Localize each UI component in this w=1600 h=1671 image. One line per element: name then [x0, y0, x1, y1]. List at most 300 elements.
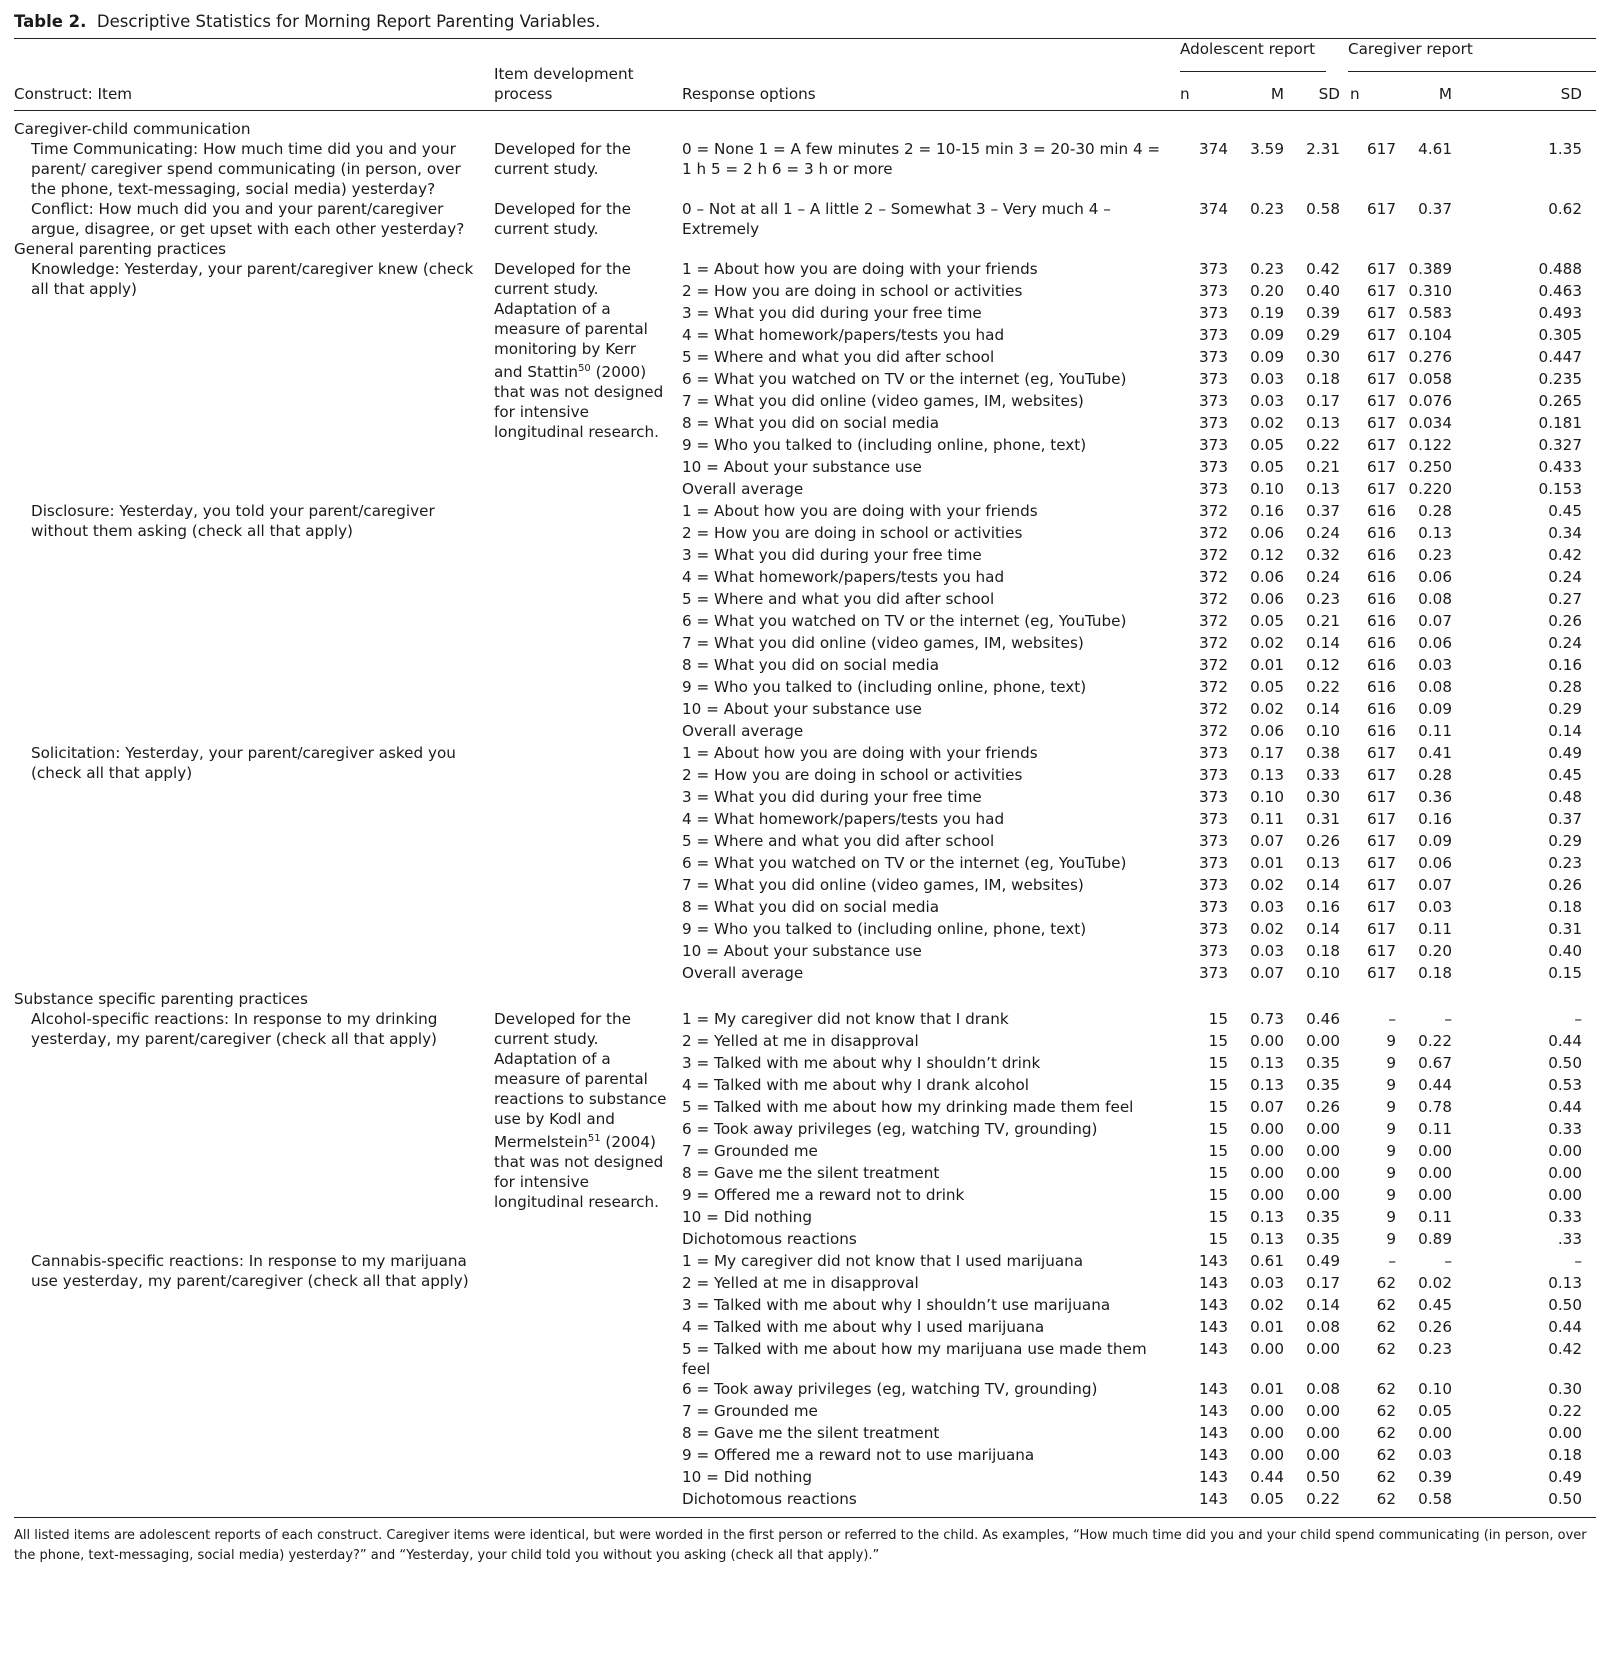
- adolescent-sd-cell: 0.22: [1306, 436, 1340, 454]
- response-option: 6 = What you watched on TV or the internet (eg, YouTube): [682, 370, 1127, 388]
- adolescent-m-cell: 0.00: [1250, 1142, 1284, 1160]
- adolescent-n-cell: 143: [1199, 1318, 1228, 1336]
- response-option: 1 = About how you are doing with your friends: [682, 260, 1038, 278]
- caregiver-m-cell: 0.00: [1418, 1424, 1452, 1442]
- caregiver-n-cell: 617: [1367, 282, 1396, 300]
- caregiver-m-cell: 0.05: [1418, 1402, 1452, 1420]
- response-option: Overall average: [682, 722, 804, 740]
- response-option: 2 = Yelled at me in disapproval: [682, 1032, 919, 1050]
- caregiver-n-cell: 616: [1367, 612, 1396, 630]
- caregiver-m-cell: 0.034: [1408, 414, 1452, 432]
- caregiver-m-cell: 0.26: [1418, 1318, 1452, 1336]
- adolescent-n-cell: 372: [1199, 678, 1228, 696]
- adolescent-n-cell: 373: [1199, 810, 1228, 828]
- adolescent-sd-cell: 0.13: [1306, 854, 1340, 872]
- adolescent-m-cell: 0.17: [1250, 744, 1284, 762]
- response-option: Overall average: [682, 964, 804, 982]
- response-option: 6 = What you watched on TV or the internet (eg, YouTube): [682, 854, 1127, 872]
- adolescent-n-cell: 143: [1199, 1490, 1228, 1508]
- adolescent-m-cell: 0.61: [1250, 1252, 1284, 1270]
- response-option: 2 = How you are doing in school or activities: [682, 766, 1023, 784]
- response-option: 6 = Took away privileges (eg, watching TV, grounding): [682, 1380, 1098, 1398]
- caregiver-n-cell: 62: [1376, 1490, 1396, 1508]
- adolescent-sd-cell: 0.42: [1306, 260, 1340, 278]
- caregiver-sd-cell: 0.37: [1548, 810, 1583, 828]
- adolescent-n-cell: 374: [1199, 140, 1228, 158]
- adolescent-sd-cell: 0.24: [1306, 524, 1340, 542]
- construct-item: Disclosure: Yesterday, you told your parent/caregiver without them asking (check all that apply): [31, 502, 435, 540]
- adolescent-sd-cell: 0.14: [1306, 1296, 1340, 1314]
- adolescent-sd-cell: 0.00: [1306, 1402, 1340, 1420]
- adolescent-sd-cell: 0.35: [1306, 1076, 1340, 1094]
- adolescent-n-cell: 373: [1199, 260, 1228, 278]
- caregiver-n-cell: 617: [1367, 370, 1396, 388]
- caregiver-m-cell: 0.03: [1418, 898, 1452, 916]
- caregiver-n-cell: 62: [1376, 1340, 1396, 1358]
- caregiver-sd-cell: 0.15: [1548, 964, 1583, 982]
- item-development-process: [486, 1251, 674, 1511]
- table-head: [14, 39, 1596, 111]
- adolescent-sd-cell: 0.16: [1306, 898, 1340, 916]
- adolescent-sd-cell: 0.32: [1306, 546, 1340, 564]
- adolescent-n-cell: 373: [1199, 832, 1228, 850]
- caregiver-sd-cell: 0.18: [1548, 1446, 1583, 1464]
- caregiver-n-cell: 9: [1386, 1186, 1396, 1204]
- header-caregiver-sd: SD: [1560, 85, 1583, 103]
- caregiver-sd-cell: 0.45: [1548, 502, 1583, 520]
- adolescent-m-cell: 0.13: [1250, 1230, 1284, 1248]
- caregiver-m-cell: 0.389: [1408, 260, 1452, 278]
- adolescent-m-cell: 0.73: [1250, 1010, 1284, 1028]
- caregiver-n-cell: 62: [1376, 1318, 1396, 1336]
- response-option: 3 = What you did during your free time: [682, 788, 982, 806]
- adolescent-n-cell: 372: [1199, 634, 1228, 652]
- adolescent-n-cell: 15: [1208, 1010, 1228, 1028]
- construct-item: Conflict: How much did you and your parent/caregiver argue, disagree, or get upset with each other yesterday?: [31, 200, 465, 238]
- caregiver-m-cell: 0.104: [1408, 326, 1452, 344]
- caregiver-m-cell: 0.78: [1418, 1098, 1452, 1116]
- adolescent-m-cell: 0.03: [1250, 392, 1284, 410]
- caregiver-m-cell: 0.250: [1408, 458, 1452, 476]
- table-row: [14, 501, 1596, 523]
- caregiver-sd-cell: 0.53: [1548, 1076, 1583, 1094]
- caregiver-sd-cell: 0.13: [1548, 1274, 1583, 1292]
- table-row: [14, 1251, 1596, 1273]
- caregiver-n-cell: 617: [1367, 788, 1396, 806]
- response-option: Dichotomous reactions: [682, 1230, 857, 1248]
- adolescent-m-cell: 0.02: [1250, 1296, 1284, 1314]
- response-option: 7 = What you did online (video games, IM, websites): [682, 634, 1084, 652]
- caregiver-sd-cell: 0.44: [1548, 1098, 1583, 1116]
- caregiver-m-cell: 0.67: [1418, 1054, 1452, 1072]
- table-row: [14, 259, 1596, 281]
- caregiver-sd-cell: 0.30: [1548, 1380, 1583, 1398]
- caregiver-sd-cell: 0.26: [1548, 876, 1583, 894]
- adolescent-sd-cell: 0.08: [1306, 1318, 1340, 1336]
- caregiver-sd-cell: 0.27: [1548, 590, 1583, 608]
- item-development-process: [486, 501, 674, 743]
- adolescent-sd-cell: 0.00: [1306, 1142, 1340, 1160]
- adolescent-sd-cell: 0.46: [1306, 1010, 1340, 1028]
- adolescent-m-cell: 0.00: [1250, 1186, 1284, 1204]
- adolescent-sd-cell: 0.13: [1306, 414, 1340, 432]
- caregiver-m-cell: –: [1444, 1010, 1452, 1028]
- adolescent-m-cell: 0.13: [1250, 1208, 1284, 1226]
- adolescent-n-cell: 15: [1208, 1164, 1228, 1182]
- item-development-process: Developed for the current study. Adaptation of a measure of parental monitoring by Kerr and Stattin$^{50}$ (2000) that was not designed for intensive longitudinal research.: [494, 260, 664, 442]
- response-option: 10 = Did nothing: [682, 1468, 813, 1486]
- response-option: 10 = Did nothing: [682, 1208, 813, 1226]
- adolescent-n-cell: 373: [1199, 436, 1228, 454]
- header-caregiver-report: [1340, 39, 1596, 84]
- caregiver-n-cell: 617: [1367, 744, 1396, 762]
- construct-item: Cannabis-specific reactions: In response to my marijuana use yesterday, my parent/caregiver (check all that apply): [31, 1252, 469, 1290]
- table-row: [14, 743, 1596, 765]
- caregiver-n-cell: 62: [1376, 1468, 1396, 1486]
- caregiver-n-cell: 9: [1386, 1230, 1396, 1248]
- adolescent-m-cell: 0.10: [1250, 480, 1284, 498]
- adolescent-m-cell: 0.07: [1250, 1098, 1284, 1116]
- adolescent-sd-cell: 0.22: [1306, 678, 1340, 696]
- section-title: Substance specific parenting practices: [14, 990, 308, 1008]
- adolescent-m-cell: 0.02: [1250, 920, 1284, 938]
- construct-item: Alcohol-specific reactions: In response to my drinking yesterday, my parent/caregiver (check all that apply): [31, 1010, 438, 1048]
- adolescent-n-cell: 15: [1208, 1032, 1228, 1050]
- adolescent-n-cell: 373: [1199, 876, 1228, 894]
- caregiver-sd-cell: 0.327: [1538, 436, 1583, 454]
- adolescent-m-cell: 0.02: [1250, 634, 1284, 652]
- response-option: 6 = What you watched on TV or the internet (eg, YouTube): [682, 612, 1127, 630]
- caregiver-sd-cell: 0.42: [1548, 1340, 1583, 1358]
- caregiver-sd-cell: 0.463: [1538, 282, 1583, 300]
- caregiver-n-cell: 617: [1367, 260, 1396, 278]
- adolescent-m-cell: 0.23: [1250, 200, 1284, 218]
- adolescent-sd-cell: 0.00: [1306, 1340, 1340, 1358]
- adolescent-sd-cell: 0.35: [1306, 1208, 1340, 1226]
- adolescent-sd-cell: 0.39: [1306, 304, 1340, 322]
- adolescent-sd-cell: 0.17: [1306, 392, 1340, 410]
- caregiver-sd-cell: 0.33: [1548, 1208, 1583, 1226]
- adolescent-sd-cell: 0.00: [1306, 1424, 1340, 1442]
- caregiver-m-cell: 0.076: [1408, 392, 1452, 410]
- response-option: 4 = Talked with me about why I used marijuana: [682, 1318, 1045, 1336]
- adolescent-m-cell: 0.00: [1250, 1446, 1284, 1464]
- adolescent-sd-cell: 0.29: [1306, 326, 1340, 344]
- adolescent-sd-cell: 0.26: [1306, 1098, 1340, 1116]
- table-label: Table 2.: [14, 12, 87, 31]
- caregiver-m-cell: 0.583: [1408, 304, 1452, 322]
- caregiver-n-cell: 62: [1376, 1274, 1396, 1292]
- caregiver-n-cell: 617: [1367, 348, 1396, 366]
- caregiver-m-cell: 0.08: [1418, 590, 1452, 608]
- adolescent-sd-cell: 0.22: [1306, 1490, 1340, 1508]
- caregiver-sd-cell: 0.493: [1538, 304, 1583, 322]
- caregiver-n-cell: 9: [1386, 1208, 1396, 1226]
- caregiver-sd-cell: 0.153: [1538, 480, 1583, 498]
- item-development-process: Developed for the current study.: [494, 140, 631, 178]
- adolescent-m-cell: 0.16: [1250, 502, 1284, 520]
- response-option: 5 = Talked with me about how my drinking made them feel: [682, 1098, 1134, 1116]
- response-option: 3 = What you did during your free time: [682, 546, 982, 564]
- caregiver-sd-cell: 0.00: [1548, 1142, 1583, 1160]
- adolescent-n-cell: 143: [1199, 1380, 1228, 1398]
- adolescent-sd-cell: 0.24: [1306, 568, 1340, 586]
- adolescent-n-cell: 372: [1199, 502, 1228, 520]
- response-option: 9 = Offered me a reward not to drink: [682, 1186, 965, 1204]
- adolescent-m-cell: 0.01: [1250, 854, 1284, 872]
- caregiver-m-cell: 0.36: [1418, 788, 1452, 806]
- caregiver-m-cell: 0.45: [1418, 1296, 1452, 1314]
- adolescent-sd-cell: 0.58: [1306, 200, 1340, 218]
- caregiver-m-cell: 0.06: [1418, 634, 1452, 652]
- response-option: 8 = What you did on social media: [682, 414, 940, 432]
- adolescent-n-cell: 373: [1199, 370, 1228, 388]
- adolescent-n-cell: 373: [1199, 854, 1228, 872]
- response-option: 9 = Who you talked to (including online, phone, text): [682, 436, 1087, 454]
- caregiver-n-cell: 617: [1367, 200, 1396, 218]
- adolescent-m-cell: 0.05: [1250, 458, 1284, 476]
- adolescent-n-cell: 373: [1199, 766, 1228, 784]
- adolescent-n-cell: 372: [1199, 656, 1228, 674]
- caregiver-m-cell: 0.122: [1408, 436, 1452, 454]
- caregiver-sd-cell: 0.22: [1548, 1402, 1583, 1420]
- adolescent-sd-cell: 0.26: [1306, 832, 1340, 850]
- caregiver-m-cell: 0.00: [1418, 1164, 1452, 1182]
- caregiver-n-cell: 617: [1367, 392, 1396, 410]
- response-option: 4 = What homework/papers/tests you had: [682, 326, 1005, 344]
- caregiver-sd-cell: 0.31: [1548, 920, 1583, 938]
- adolescent-m-cell: 0.05: [1250, 436, 1284, 454]
- stats-table: [14, 39, 1596, 1511]
- adolescent-n-cell: 372: [1199, 700, 1228, 718]
- adolescent-sd-cell: 0.00: [1306, 1120, 1340, 1138]
- adolescent-sd-cell: 0.23: [1306, 590, 1340, 608]
- caregiver-m-cell: 0.20: [1418, 942, 1452, 960]
- adolescent-sd-cell: 0.00: [1306, 1032, 1340, 1050]
- caregiver-n-cell: 62: [1376, 1424, 1396, 1442]
- adolescent-sd-cell: 0.30: [1306, 348, 1340, 366]
- caregiver-sd-cell: 0.26: [1548, 612, 1583, 630]
- adolescent-sd-cell: 0.14: [1306, 700, 1340, 718]
- adolescent-n-cell: 373: [1199, 414, 1228, 432]
- adolescent-n-cell: 372: [1199, 546, 1228, 564]
- adolescent-n-cell: 373: [1199, 480, 1228, 498]
- response-option: 5 = Where and what you did after school: [682, 832, 995, 850]
- caregiver-sd-cell: 0.305: [1538, 326, 1583, 344]
- caregiver-n-cell: 617: [1367, 898, 1396, 916]
- adolescent-m-cell: 0.02: [1250, 414, 1284, 432]
- table-title: Descriptive Statistics for Morning Report Parenting Variables.: [96, 12, 601, 31]
- adolescent-m-cell: 0.23: [1250, 260, 1284, 278]
- adolescent-m-cell: 0.01: [1250, 656, 1284, 674]
- adolescent-sd-cell: 2.31: [1306, 140, 1340, 158]
- caregiver-n-cell: 617: [1367, 326, 1396, 344]
- caregiver-n-cell: 617: [1367, 480, 1396, 498]
- header-adolescent-n: n: [1180, 85, 1190, 103]
- caregiver-sd-cell: –: [1574, 1010, 1583, 1028]
- response-option: 7 = What you did online (video games, IM, websites): [682, 876, 1084, 894]
- table-row: [14, 139, 1596, 199]
- response-option: 8 = What you did on social media: [682, 656, 940, 674]
- caregiver-m-cell: 0.06: [1418, 854, 1452, 872]
- caregiver-n-cell: 617: [1367, 766, 1396, 784]
- caregiver-n-cell: 617: [1367, 810, 1396, 828]
- caregiver-sd-cell: 0.45: [1548, 766, 1583, 784]
- adolescent-m-cell: 0.12: [1250, 546, 1284, 564]
- table-row: [14, 1009, 1596, 1031]
- caregiver-m-cell: 4.61: [1418, 140, 1452, 158]
- adolescent-sd-cell: 0.49: [1306, 1252, 1340, 1270]
- adolescent-n-cell: 143: [1199, 1424, 1228, 1442]
- header-caregiver-m: M: [1438, 85, 1452, 103]
- adolescent-m-cell: 0.02: [1250, 876, 1284, 894]
- caregiver-m-cell: 0.11: [1418, 1120, 1452, 1138]
- caregiver-n-cell: 62: [1376, 1402, 1396, 1420]
- header-caregiver-n: n: [1350, 85, 1360, 103]
- item-development-process: Developed for the current study.: [494, 200, 631, 238]
- table-figure: [14, 10, 1596, 1566]
- adolescent-n-cell: 143: [1199, 1446, 1228, 1464]
- adolescent-m-cell: 0.01: [1250, 1318, 1284, 1336]
- response-option: 2 = How you are doing in school or activities: [682, 524, 1023, 542]
- response-option: 10 = About your substance use: [682, 700, 922, 718]
- caregiver-n-cell: 616: [1367, 700, 1396, 718]
- adolescent-sd-cell: 0.31: [1306, 810, 1340, 828]
- caregiver-m-cell: 0.89: [1418, 1230, 1452, 1248]
- caregiver-sd-cell: 0.50: [1548, 1054, 1583, 1072]
- caregiver-n-cell: 9: [1386, 1098, 1396, 1116]
- response-option: 0 = None 1 = A few minutes 2 = 10-15 min 3 = 20-30 min 4 = 1 h 5 = 2 h 6 = 3 h or more: [682, 140, 1161, 178]
- section-title: General parenting practices: [14, 240, 227, 258]
- adolescent-sd-cell: 0.30: [1306, 788, 1340, 806]
- caregiver-sd-cell: 0.28: [1548, 678, 1583, 696]
- caregiver-n-cell: 9: [1386, 1032, 1396, 1050]
- caregiver-n-cell: 617: [1367, 964, 1396, 982]
- caregiver-n-cell: 617: [1367, 942, 1396, 960]
- response-option: 3 = Talked with me about why I shouldn’t use marijuana: [682, 1296, 1111, 1314]
- caregiver-sd-cell: 0.50: [1548, 1490, 1583, 1508]
- adolescent-sd-cell: 0.17: [1306, 1274, 1340, 1292]
- bottom-rule: [14, 1517, 1596, 1518]
- caregiver-m-cell: 0.44: [1418, 1076, 1452, 1094]
- adolescent-sd-cell: 0.50: [1306, 1468, 1340, 1486]
- caregiver-m-cell: 0.09: [1418, 832, 1452, 850]
- adolescent-sd-cell: 0.00: [1306, 1164, 1340, 1182]
- adolescent-sd-cell: 0.14: [1306, 876, 1340, 894]
- adolescent-n-cell: 372: [1199, 524, 1228, 542]
- caregiver-sd-cell: 0.44: [1548, 1318, 1583, 1336]
- caregiver-n-cell: 616: [1367, 656, 1396, 674]
- response-option: 7 = Grounded me: [682, 1402, 818, 1420]
- adolescent-n-cell: 15: [1208, 1142, 1228, 1160]
- caregiver-n-cell: 616: [1367, 524, 1396, 542]
- adolescent-m-cell: 0.13: [1250, 1054, 1284, 1072]
- caregiver-n-cell: 617: [1367, 876, 1396, 894]
- adolescent-sd-cell: 0.35: [1306, 1230, 1340, 1248]
- caregiver-m-cell: 0.41: [1418, 744, 1452, 762]
- adolescent-n-cell: 143: [1199, 1252, 1228, 1270]
- adolescent-m-cell: 0.19: [1250, 304, 1284, 322]
- caregiver-sd-cell: 1.35: [1548, 140, 1583, 158]
- adolescent-m-cell: 3.59: [1250, 140, 1284, 158]
- adolescent-m-cell: 0.06: [1250, 524, 1284, 542]
- caregiver-m-cell: 0.276: [1408, 348, 1452, 366]
- adolescent-m-cell: 0.00: [1250, 1120, 1284, 1138]
- adolescent-n-cell: 373: [1199, 964, 1228, 982]
- caregiver-sd-cell: 0.24: [1548, 634, 1583, 652]
- section-header: [14, 239, 1596, 259]
- caregiver-sd-cell: 0.48: [1548, 788, 1583, 806]
- response-option: 9 = Offered me a reward not to use marijuana: [682, 1446, 1035, 1464]
- caregiver-m-cell: –: [1444, 1252, 1452, 1270]
- adolescent-m-cell: 0.20: [1250, 282, 1284, 300]
- caregiver-m-cell: 0.18: [1418, 964, 1452, 982]
- adolescent-n-cell: 373: [1199, 898, 1228, 916]
- adolescent-sd-cell: 0.10: [1306, 722, 1340, 740]
- section-header: [14, 111, 1596, 140]
- adolescent-sd-cell: 0.21: [1306, 612, 1340, 630]
- caregiver-sd-cell: 0.00: [1548, 1186, 1583, 1204]
- adolescent-m-cell: 0.11: [1250, 810, 1284, 828]
- response-option: 9 = Who you talked to (including online, phone, text): [682, 920, 1087, 938]
- table-caption: [14, 10, 1596, 34]
- caregiver-sd-cell: 0.40: [1548, 942, 1583, 960]
- adolescent-n-cell: 373: [1199, 348, 1228, 366]
- caregiver-sd-cell: 0.50: [1548, 1296, 1583, 1314]
- caregiver-m-cell: 0.00: [1418, 1186, 1452, 1204]
- adolescent-n-cell: 372: [1199, 722, 1228, 740]
- caregiver-m-cell: 0.16: [1418, 810, 1452, 828]
- response-option: Overall average: [682, 480, 804, 498]
- caregiver-sd-cell: 0.14: [1548, 722, 1583, 740]
- adolescent-n-cell: 15: [1208, 1098, 1228, 1116]
- caregiver-n-cell: 616: [1367, 634, 1396, 652]
- caregiver-n-cell: 616: [1367, 678, 1396, 696]
- adolescent-m-cell: 0.03: [1250, 942, 1284, 960]
- item-development-process: Developed for the current study. Adaptation of a measure of parental reactions to substance use by Kodl and Mermelstein$^{51}$ (2004) that was not designed for intensive longitudinal research.: [494, 1010, 667, 1212]
- caregiver-n-cell: 62: [1376, 1380, 1396, 1398]
- response-option: 8 = What you did on social media: [682, 898, 940, 916]
- header-response: Response options: [682, 85, 816, 103]
- adolescent-sd-cell: 0.14: [1306, 920, 1340, 938]
- response-option: 8 = Gave me the silent treatment: [682, 1424, 940, 1442]
- adolescent-report-label: Adolescent report: [1180, 39, 1326, 72]
- construct-item: Time Communicating: How much time did you and your parent/ caregiver spend communicating (in person, over the phone, text-messaging, social media) yesterday?: [31, 140, 461, 198]
- adolescent-n-cell: 15: [1208, 1120, 1228, 1138]
- caregiver-n-cell: 616: [1367, 502, 1396, 520]
- caregiver-sd-cell: 0.23: [1548, 854, 1583, 872]
- caregiver-m-cell: 0.07: [1418, 612, 1452, 630]
- caregiver-m-cell: 0.03: [1418, 656, 1452, 674]
- caregiver-sd-cell: 0.33: [1548, 1120, 1583, 1138]
- caregiver-m-cell: 0.220: [1408, 480, 1452, 498]
- adolescent-m-cell: 0.10: [1250, 788, 1284, 806]
- adolescent-m-cell: 0.03: [1250, 1274, 1284, 1292]
- adolescent-m-cell: 0.09: [1250, 326, 1284, 344]
- caregiver-m-cell: 0.37: [1418, 200, 1452, 218]
- adolescent-n-cell: 15: [1208, 1186, 1228, 1204]
- caregiver-m-cell: 0.23: [1418, 1340, 1452, 1358]
- adolescent-n-cell: 143: [1199, 1340, 1228, 1358]
- caregiver-n-cell: 617: [1367, 854, 1396, 872]
- caregiver-n-cell: 62: [1376, 1296, 1396, 1314]
- adolescent-n-cell: 15: [1208, 1230, 1228, 1248]
- caregiver-sd-cell: 0.29: [1548, 832, 1583, 850]
- adolescent-sd-cell: 0.33: [1306, 766, 1340, 784]
- caregiver-sd-cell: 0.49: [1548, 744, 1583, 762]
- caregiver-sd-cell: 0.18: [1548, 898, 1583, 916]
- caregiver-n-cell: 617: [1367, 436, 1396, 454]
